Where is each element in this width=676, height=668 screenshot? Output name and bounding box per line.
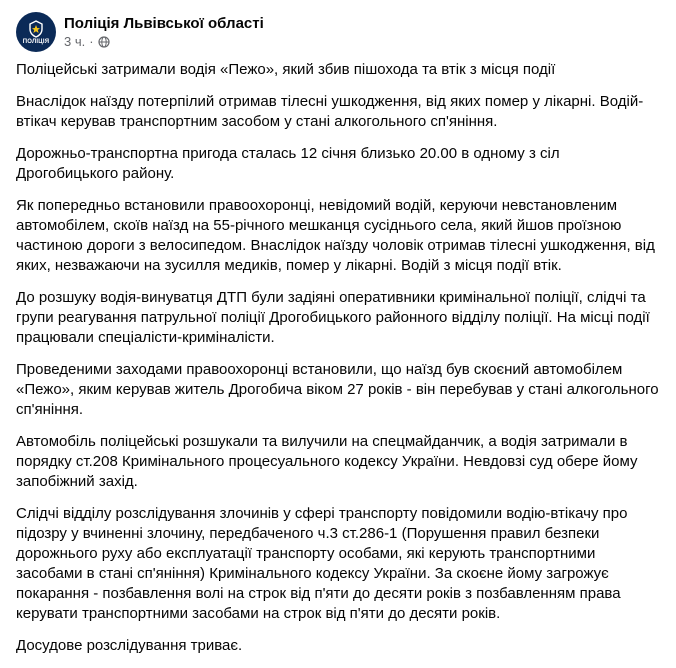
- post-meta: [64, 14, 264, 50]
- avatar-label: ПОЛІЦІЯ: [22, 38, 50, 45]
- post-time[interactable]: 3 ч.: [64, 34, 86, 49]
- post-header: [16, 12, 264, 52]
- page-name[interactable]: Поліція Львівської області: [64, 15, 264, 32]
- separator-dot: ·: [89, 34, 94, 49]
- post-paragraph: До розшуку водія-винуватця ДТП були задіяні оперативники кримінальної поліції, слідчі та групи реагування патрульної поліції Дрогобицького районного відділу поліції. На місці події працювали спеціалісти-криміналісти.: [16, 289, 650, 346]
- post-paragraph: Проведеними заходами правоохоронці встановили, що наїзд був скоєний автомобілем «Пежо», яким керував житель Дрогобича віком 27 років - він перебував у стані алкогольного сп'яніння.: [16, 361, 659, 418]
- globe-icon: [98, 36, 110, 48]
- post-paragraph: Внаслідок наїзду потерпілий отримав тілесні ушкодження, від яких помер у лікарні. Водій-втікач керував транспортним засобом у стані алкогольного сп'яніння.: [16, 93, 644, 130]
- police-badge-icon: [28, 20, 44, 38]
- post-paragraph: Слідчі відділу розслідування злочинів у сфері транспорту повідомили водію-втікачу про підозру у вчиненні злочину, передбаченого ч.3 ст.286-1 (Порушення правил безпеки дорожнього руху або експлуатації транспорту особами, які керують транспортними засобами в стані сп'яніння) Кримінального кодексу України. За скоєне йому загрожує покарання - позбавлення волі на строк від п'яти до десяти років з позбавленням права керувати транспортними засобами на строк від п'яти до десяти років.: [16, 505, 628, 622]
- avatar[interactable]: [16, 12, 56, 52]
- post-headline: Поліцейські затримали водія «Пежо», який збив пішохода та втік з місця події: [16, 61, 556, 78]
- post-subline: [64, 34, 264, 50]
- post-paragraph: Автомобіль поліцейські розшукали та вилучили на спецмайданчик, а водія затримали в порядку ст.208 Кримінального процесуального кодексу України. Невдовзі суд обере йому запобіжний захід.: [16, 433, 638, 490]
- post-paragraph: Дорожньо-транспортна пригода сталась 12 січня близько 20.00 в одному з сіл Дрогобицького району.: [16, 145, 560, 182]
- post-paragraph: Як попередньо встановили правоохоронці, невідомий водій, керуючи невстановленим автомобілем, скоїв наїзд на 55-річного мешканця сусіднього села, який йшов проїзною частиною дороги з велосипедом. Внаслідок наїзду чоловік отримав тілесні ушкодження, від яких, незважаючи на зусилля медиків, помер у лікарні. Водій з місця події втік.: [16, 197, 655, 274]
- post-paragraph: Досудове розслідування триває.: [16, 637, 243, 654]
- post-body: [16, 60, 664, 668]
